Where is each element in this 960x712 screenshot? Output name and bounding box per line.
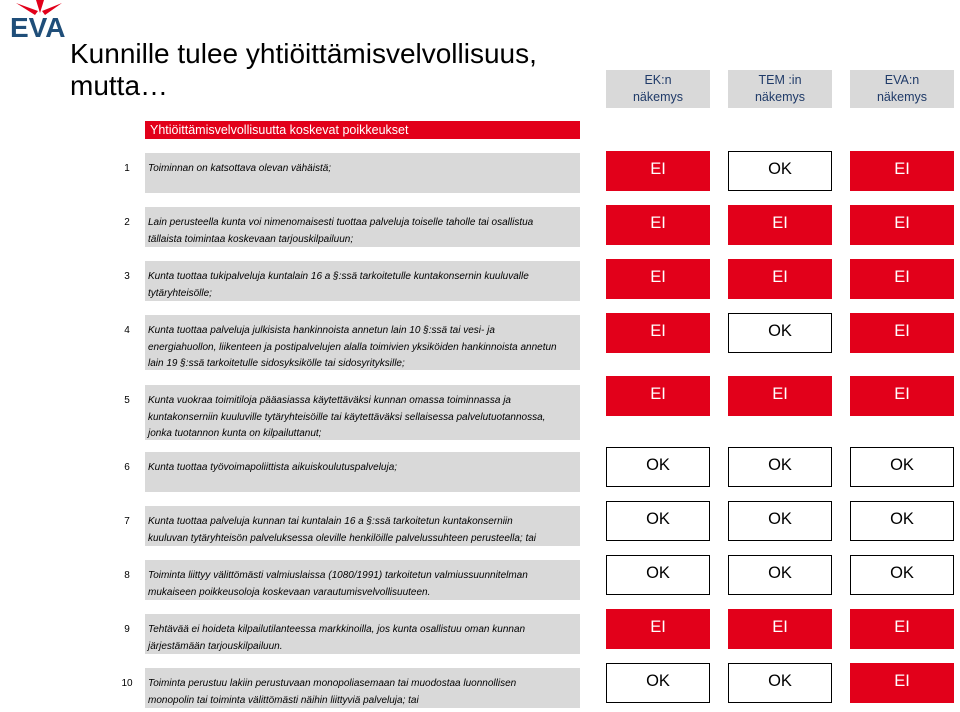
row-number: 5 <box>124 395 130 406</box>
ek-answer: EI <box>606 259 710 299</box>
row-number: 7 <box>124 516 130 527</box>
eva-answer: OK <box>850 501 954 541</box>
tem-answer: EI <box>728 609 832 649</box>
tem-answer: EI <box>728 259 832 299</box>
exception-text: Kunta tuottaa palveluja julkisista hankinnoista annetun lain 10 §:ssä tai vesi- ja <box>148 325 495 336</box>
row-number: 6 <box>124 462 130 473</box>
tem-answer: OK <box>728 555 832 595</box>
tem-answer: OK <box>728 501 832 541</box>
eva-column-header <box>850 70 954 108</box>
exception-text: Kunta tuottaa tukipalveluja kuntalain 16 a §:ssä tarkoitetulle kuntakonsernin kuuluvalle <box>148 271 529 282</box>
exception-text: monopolin tai toiminta välittömästi näihin liittyviä palveluja; tai <box>148 694 419 706</box>
eva-answer: EI <box>850 663 954 703</box>
exception-text: tytäryhteisölle; <box>148 287 212 299</box>
ek-answer: OK <box>606 663 710 703</box>
exception-text: Kunta tuottaa palveluja kunnan tai kuntalain 16 a §:ssä tarkoitetun kuntakonserniin <box>148 516 513 527</box>
tem-column-header <box>728 70 832 108</box>
row-number: 9 <box>124 624 130 635</box>
column-header-line: näkemys <box>754 90 806 104</box>
slide-title-line: Kunnille tulee yhtiöittämisvelvollisuus, <box>70 38 537 69</box>
exception-text: jonka tuotannon kunta on kilpailuttanut; <box>148 428 322 439</box>
column-header-line: EK:n <box>644 73 672 87</box>
ek-answer: OK <box>606 501 710 541</box>
logo-text: EVA <box>10 12 66 40</box>
ek-answer: OK <box>606 447 710 487</box>
exception-text: Toiminta perustuu lakiin perustuvaan monopoliasemaan tai muodostaa luonnollisen <box>148 678 517 689</box>
eva-answer: EI <box>850 609 954 649</box>
eva-answer: EI <box>850 205 954 245</box>
exception-row <box>145 506 580 546</box>
eva-answer: EI <box>850 151 954 191</box>
exception-text: Lain perusteella kunta voi nimenomaisesti tuottaa palveluja toiselle taholle tai osallistua <box>148 217 534 228</box>
exception-row <box>145 315 580 370</box>
exception-row <box>145 153 580 193</box>
eva-answer: OK <box>850 555 954 595</box>
row-number: 4 <box>124 325 130 336</box>
row-number: 1 <box>124 163 130 174</box>
eva-answer: EI <box>850 376 954 416</box>
ek-answer: OK <box>606 555 710 595</box>
exception-text: Kunta vuokraa toimitiloja pääasiassa käytettäväksi kunnan omassa toiminnassa ja <box>148 395 511 406</box>
exception-row <box>145 385 580 440</box>
exception-row <box>145 207 580 247</box>
column-header-line: TEM :in <box>758 73 802 87</box>
exception-text: Toiminnan on katsottava olevan vähäistä; <box>148 163 332 174</box>
column-header-line: näkemys <box>632 90 684 104</box>
column-header-line: EVA:n <box>884 73 920 87</box>
tem-answer: EI <box>728 205 832 245</box>
row-number: 8 <box>124 570 130 581</box>
row-number: 10 <box>121 678 133 689</box>
eva-answer: OK <box>850 447 954 487</box>
ek-column-header <box>606 70 710 108</box>
exception-row <box>145 560 580 600</box>
exception-text: Toiminta liittyy välittömästi valmiuslaissa (1080/1991) tarkoitetun valmiussuunnitelman <box>148 570 528 581</box>
exception-text: kuuluvan tytäryhteisön palveluksessa oleville henkilöille palvelussuhteen perusteella; tai <box>148 532 537 544</box>
slide-title <box>70 38 537 102</box>
tem-answer: OK <box>728 151 832 191</box>
eva-answer: EI <box>850 313 954 353</box>
exception-text: energiahuollon, liikenteen ja postipalvelujen alalla toimivien yksiköiden hankinnoista annetun <box>148 341 557 353</box>
column-header-line: näkemys <box>876 90 928 104</box>
tem-answer: OK <box>728 313 832 353</box>
row-number: 2 <box>124 217 130 228</box>
eva-logo <box>2 0 78 40</box>
slide-title-line: mutta… <box>70 70 169 101</box>
exception-text: mukaiseen poikkeusoloja koskevaan varautumisvelvollisuuteen. <box>148 586 431 598</box>
tem-answer: OK <box>728 663 832 703</box>
row-number: 3 <box>124 271 130 282</box>
ek-answer: EI <box>606 313 710 353</box>
tem-answer: EI <box>728 376 832 416</box>
ek-answer: EI <box>606 376 710 416</box>
eva-answer: EI <box>850 259 954 299</box>
ek-answer: EI <box>606 609 710 649</box>
exception-text: lain 19 §:ssä tarkoitetulle sidosyksikölle tai sidosyrityksille; <box>148 358 405 369</box>
exception-text: Tehtävää ei hoideta kilpailutilanteessa markkinoilla, jos kunta osallistuu oman kunnan <box>148 624 526 635</box>
exception-row <box>145 452 580 492</box>
exception-text: järjestämään tarjouskilpailuun. <box>148 640 283 652</box>
exception-row <box>145 668 580 708</box>
section-banner: Yhtiöittämisvelvollisuutta koskevat poikkeukset <box>145 121 580 139</box>
exception-text: tällaista toimintaa koskevaan tarjouskilpailuun; <box>148 233 354 245</box>
ek-answer: EI <box>606 151 710 191</box>
tem-answer: OK <box>728 447 832 487</box>
exception-text: Kunta tuottaa työvoimapoliittista aikuiskoulutuspalveluja; <box>148 462 398 473</box>
exception-row <box>145 614 580 654</box>
ek-answer: EI <box>606 205 710 245</box>
exception-row <box>145 261 580 301</box>
exception-text: kuntakonserniin kuuluville tytäryhteisöille tai käytettäväksi sellaisessa palvelutuotannossa, <box>148 411 546 423</box>
